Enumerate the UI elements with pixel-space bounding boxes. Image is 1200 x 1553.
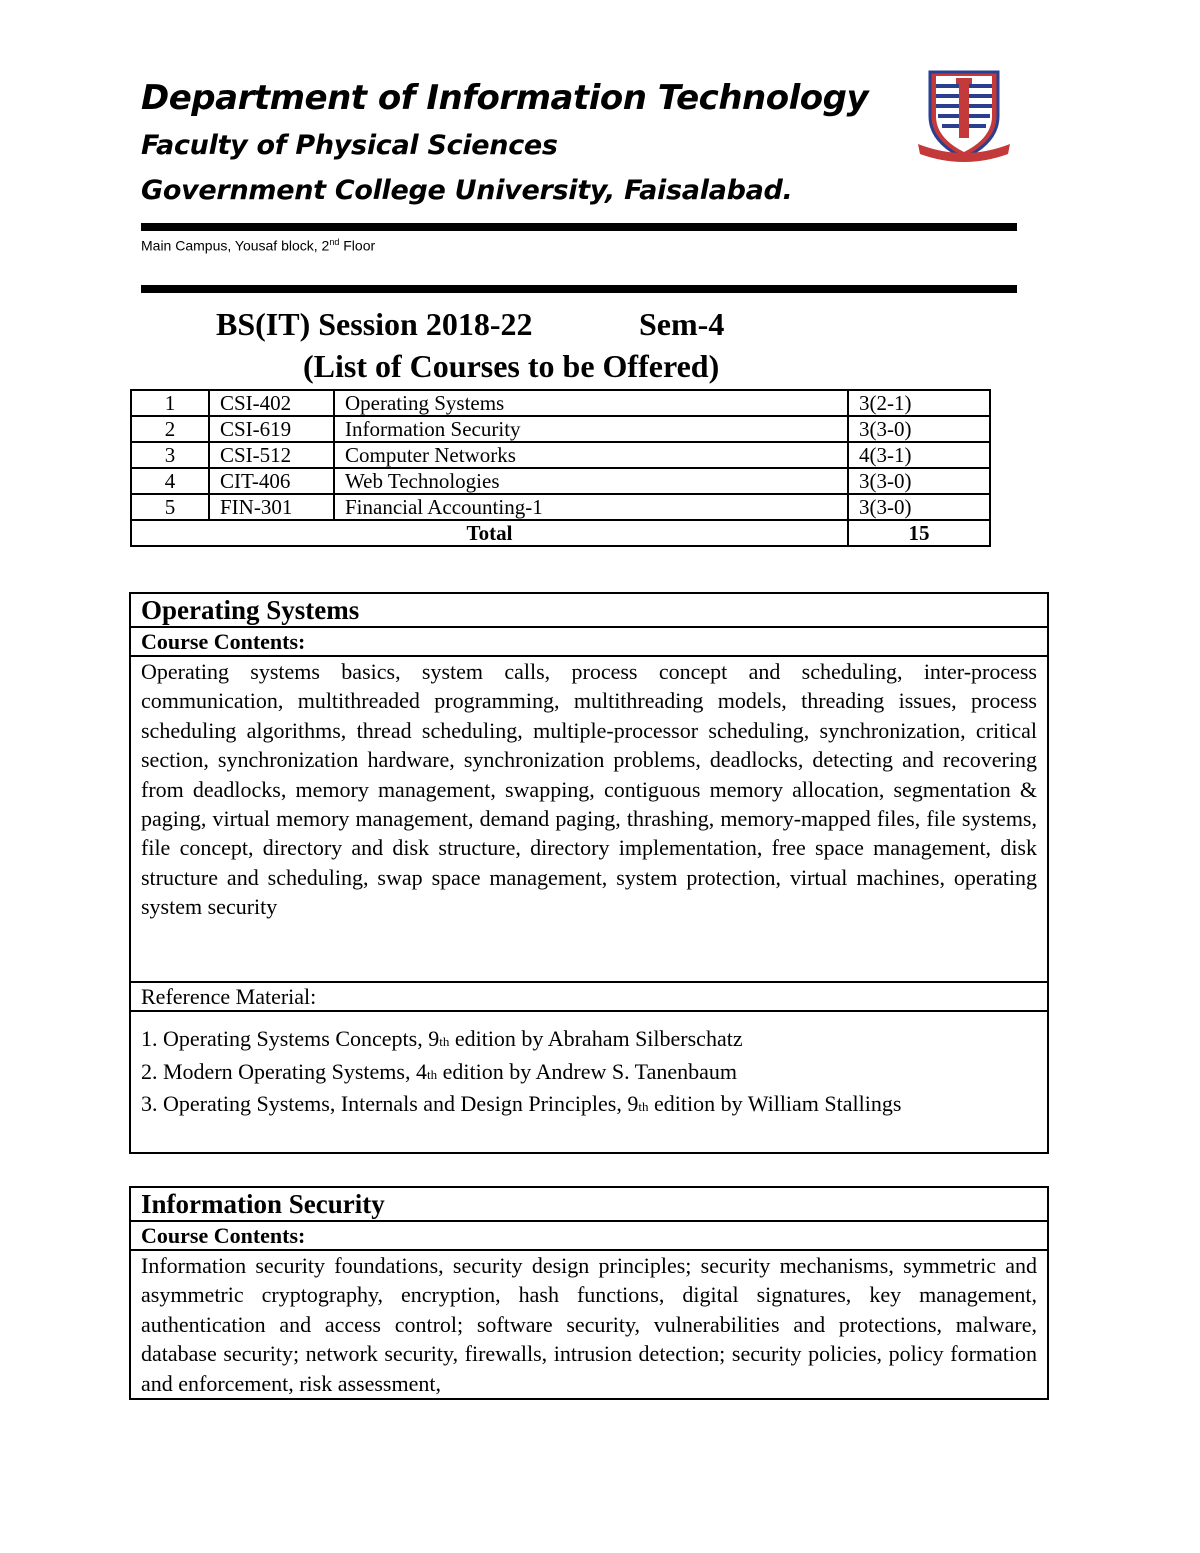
reference-item: 1. Operating Systems Concepts, 9th edition by Abraham Silberschatz bbox=[141, 1026, 743, 1051]
reference-material-label: Reference Material: bbox=[131, 983, 1047, 1012]
course-number: 4 bbox=[131, 468, 209, 494]
course-code: CSI-619 bbox=[209, 416, 334, 442]
course-credits: 3(3-0) bbox=[848, 468, 990, 494]
table-row bbox=[131, 468, 990, 494]
course-title: Financial Accounting-1 bbox=[334, 494, 848, 520]
course-contents-label: Course Contents: bbox=[131, 628, 1047, 657]
campus-address: Main Campus, Yousaf block, 2nd Floor bbox=[141, 237, 376, 254]
course-contents-text: Operating systems basics, system calls, process concept and scheduling, inter-process communication, multithreaded programming, multithreading models, threading issues, process scheduling algorithms, thread scheduling, multiple-processor scheduling, synchronization, critical section, synchronization hardware, synchronization problems, deadlocks, detecting and recovering from deadlocks, memory management, swapping, contiguous memory allocation, segmentation & paging, virtual memory management, demand paging, thrashing, memory-mapped files, file systems, file concept, directory and disk structure, directory implementation, free space management, disk structure and scheduling, swap space management, system protection, virtual machines, operating system security bbox=[131, 657, 1047, 983]
course-title: Computer Networks bbox=[334, 442, 848, 468]
course-number: 2 bbox=[131, 416, 209, 442]
information-security-section bbox=[129, 1186, 1049, 1400]
operating-systems-section bbox=[129, 592, 1049, 1154]
program-heading bbox=[216, 306, 725, 343]
reference-item: 2. Modern Operating Systems, 4th edition by Andrew S. Tanenbaum bbox=[141, 1058, 737, 1084]
section-title: Operating Systems bbox=[131, 594, 1047, 628]
course-contents-text: Information security foundations, security design principles; security mechanisms, symmetric and asymmetric cryptography, encryption, hash functions, digital signatures, key management, authentication and access control; software security, vulnerabilities and protections, malware, database security; network security, firewalls, intrusion detection; security policies, policy formation and enforcement, risk assessment, bbox=[141, 1253, 1037, 1396]
reference-list bbox=[131, 1012, 1047, 1152]
session-label: BS(IT) Session 2018-22 bbox=[216, 306, 533, 342]
course-code: CSI-512 bbox=[209, 442, 334, 468]
table-row bbox=[131, 416, 990, 442]
course-credits: 3(3-0) bbox=[848, 494, 990, 520]
course-code: FIN-301 bbox=[209, 494, 334, 520]
course-number: 1 bbox=[131, 390, 209, 416]
reference-item: 3. Operating Systems, Internals and Design Principles, 9th edition by William Stallings bbox=[141, 1091, 902, 1116]
course-contents-label: Course Contents: bbox=[131, 1222, 1047, 1251]
total-row bbox=[131, 520, 990, 546]
courses-subtitle: (List of Courses to be Offered) bbox=[303, 348, 720, 384]
total-value: 15 bbox=[848, 520, 990, 546]
section-title: Information Security bbox=[131, 1188, 1047, 1222]
university-title: Government College University, Faisalabad. bbox=[141, 175, 793, 206]
faculty-title: Faculty of Physical Sciences bbox=[141, 130, 558, 161]
course-title: Web Technologies bbox=[334, 468, 848, 494]
course-number: 3 bbox=[131, 442, 209, 468]
header-divider-bottom bbox=[141, 285, 1017, 293]
course-number: 5 bbox=[131, 494, 209, 520]
course-title: Operating Systems bbox=[334, 390, 848, 416]
semester-label: Sem-4 bbox=[639, 306, 725, 342]
university-crest-logo bbox=[912, 66, 1016, 166]
course-code: CIT-406 bbox=[209, 468, 334, 494]
course-credits: 4(3-1) bbox=[848, 442, 990, 468]
header-divider-top bbox=[141, 223, 1017, 231]
table-row bbox=[131, 494, 990, 520]
courses-table bbox=[130, 389, 991, 547]
course-code: CSI-402 bbox=[209, 390, 334, 416]
table-row bbox=[131, 390, 990, 416]
course-credits: 3(3-0) bbox=[848, 416, 990, 442]
total-label: Total bbox=[131, 520, 848, 546]
course-title: Information Security bbox=[334, 416, 848, 442]
table-row bbox=[131, 442, 990, 468]
course-credits: 3(2-1) bbox=[848, 390, 990, 416]
department-title: Department of Information Technology bbox=[141, 78, 869, 118]
